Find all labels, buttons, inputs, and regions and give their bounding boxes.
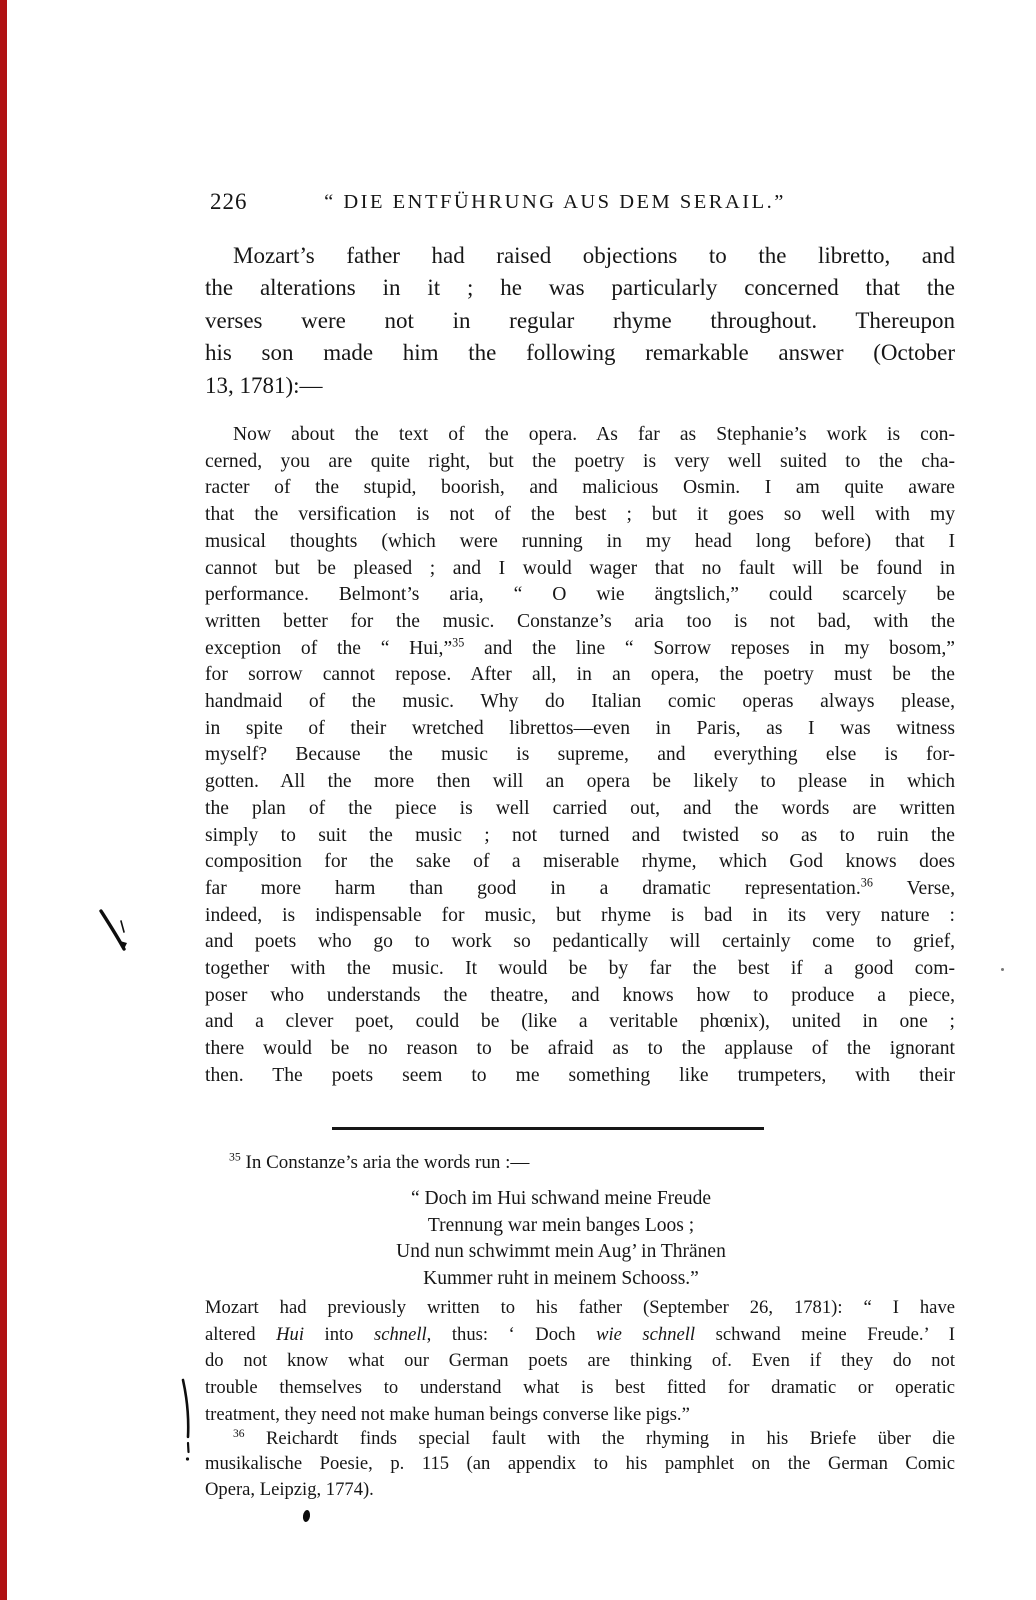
text-segment: written better for the music. Constanze’s aria too is not bad, with the [205,610,955,632]
printed-line [205,502,955,529]
printed-line [205,272,955,304]
printed-line [205,1266,917,1293]
text-segment: and poets who go to work so pedantically will certainly come to grief, [205,931,955,953]
footnote-reference: 35 [229,1150,241,1164]
pen-mark-vertical-icon [183,1380,189,1461]
text-segment: Trennung war mein banges Loos ; [427,1214,695,1236]
text-segment: altered [205,1323,277,1345]
printed-line [205,1009,955,1036]
ink-blot [302,1510,311,1523]
text-segment: the alterations in it ; he was particularly concerned that the [205,275,955,301]
text-segment: handmaid of the music. Why do Italian comic operas always please, [205,691,955,713]
printed-line [205,337,955,369]
text-segment: , thus: ‘ Doch [426,1323,597,1345]
text-segment: then. The poets seem to me something like trumpeters, with their [205,1064,955,1086]
text-segment: gotten. All the more then will an opera be likely to please in which [205,771,955,793]
text-segment: Now about the text of the opera. As far as Stephanie’s work is con- [233,424,955,445]
footnote-35-intro [205,1150,955,1176]
running-title: “ DIE ENTFÜHRUNG AUS DEM SERAIL.” [324,191,786,213]
text-segment: Mozart had previously written to his father (September 26, 1781): “ I have [205,1297,955,1318]
footnote-36 [205,1426,955,1502]
text-segment: the plan of the piece is well carried out, and the words are written [205,797,955,819]
text-segment: that the versification is not of the best ; but it goes so well with my [205,504,955,526]
text-segment: racter of the stupid, boorish, and malicious Osmin. I am quite aware [205,477,955,499]
printed-line [205,849,955,876]
printed-line [205,240,955,272]
text-segment: Reichardt finds special fault with the rhyming in his Briefe über die [244,1428,955,1449]
printed-line [205,716,955,743]
scan-red-edge-artifact [0,0,7,1600]
text-segment: composition for the sake of a miserable rhyme, which God knows does [205,851,955,873]
printed-line [205,582,955,609]
letter-quote [205,422,955,1090]
text-segment: exception of the “ Hui,” [205,637,453,659]
printed-line [205,1375,955,1402]
printed-line [205,876,955,903]
footnote-reference: 36 [860,875,873,890]
printed-line [205,689,955,716]
printed-line [205,556,955,583]
text-segment: together with the music. It would be by far the best if a good com- [205,958,955,980]
text-segment: schnell [374,1323,427,1345]
printed-line [205,422,955,449]
footnote-35-continuation [205,1295,955,1429]
text-segment: poser who understands the theatre, and knows how to produce a piece, [205,984,955,1006]
printed-line [205,1402,955,1429]
text-segment: indeed, is indispensable for music, but rhyme is bad in its very nature : [205,904,955,926]
text-segment: cerned, you are quite right, but the poetry is very well suited to the cha- [205,450,955,472]
printed-line [205,529,955,556]
footnote-reference: 36 [233,1427,245,1440]
printed-line [205,1239,917,1266]
printed-line [205,1348,955,1375]
footnote-rule [332,1127,764,1130]
printed-line [205,823,955,850]
text-segment: Hui [276,1323,304,1345]
text-segment: performance. Belmont’s aria, “ O wie ängtslich,” could scarcely be [205,584,955,606]
footnote-35-verse [205,1186,917,1292]
printed-line [205,475,955,502]
printed-line [205,1322,955,1349]
intro-paragraph [205,240,955,402]
text-segment: his son made him the following remarkable answer (October [205,340,955,366]
printed-line [205,1063,955,1090]
printed-line [205,1477,955,1502]
text-segment: far more harm than good in a dramatic representation. [205,877,861,899]
printed-line [205,1451,955,1476]
text-segment: Mozart’s father had raised objections to the libretto, and [233,243,955,268]
printed-line [205,370,955,402]
text-segment: Und nun schwimmt mein Aug’ in Thränen [396,1241,726,1263]
text-segment: into [304,1323,374,1345]
text-segment: Opera, Leipzig, 1774). [205,1478,374,1500]
text-segment: schwand meine Freude.’ I [695,1323,956,1345]
printed-line [205,742,955,769]
scan-speck [1001,968,1004,971]
printed-line [205,1150,955,1176]
text-segment: musical thoughts (which were running in my head long before) that I [205,530,955,552]
printed-line [205,662,955,689]
printed-line [205,1426,955,1451]
text-segment: verses were not in regular rhyme throughout. Thereupon [205,307,955,333]
text-segment: simply to suit the music ; not turned and twisted so as to ruin the [205,824,955,846]
text-segment: musikalische Poesie, p. 115 (an appendix to his pamphlet on the German Comic [205,1453,955,1475]
printed-line [205,609,955,636]
text-segment: do not know what our German poets are thinking of. Even if they do not [205,1350,955,1372]
text-segment: In Constanze’s aria the words run :— [240,1152,530,1173]
text-segment: treatment, they need not make human beings converse like pigs.” [205,1403,690,1425]
text-segment: myself? Because the music is supreme, and everything else is for- [205,744,955,766]
text-segment: Verse, [872,877,955,899]
pen-mark-diagonal-icon [101,911,127,949]
text-segment: for sorrow cannot repose. After all, in an opera, the poetry must be the [205,664,955,686]
text-segment: and the line “ Sorrow reposes in my bosom,” [464,637,955,659]
printed-line [205,449,955,476]
page-number: 226 [210,189,248,214]
text-segment: there would be no reason to be afraid as to the applause of the ignorant [205,1038,955,1060]
text-segment: Kummer ruht in meinem Schooss.” [423,1267,699,1289]
printed-line [205,796,955,823]
text-segment: cannot but be pleased ; and I would wager that no fault will be found in [205,557,955,579]
printed-line [205,305,955,337]
printed-line [205,903,955,930]
printed-line [205,1295,955,1322]
text-segment: in spite of their wretched librettos—even in Paris, as I was witness [205,717,955,739]
text-segment: “ Doch im Hui schwand meine Freude [410,1188,711,1209]
printed-line [205,1186,917,1213]
printed-line [205,1036,955,1063]
printed-line [205,956,955,983]
printed-line [205,1213,917,1240]
text-segment: and a clever poet, could be (like a veritable phœnix), united in one ; [205,1011,955,1033]
printed-line [205,636,955,663]
footnote-reference: 35 [452,635,465,650]
text-segment: trouble themselves to understand what is best fitted for dramatic or operatic [205,1377,955,1399]
text-segment: 13, 1781):— [205,372,323,398]
printed-line [205,769,955,796]
text-segment: wie schnell [596,1323,696,1345]
printed-line [205,983,955,1010]
printed-line [205,929,955,956]
